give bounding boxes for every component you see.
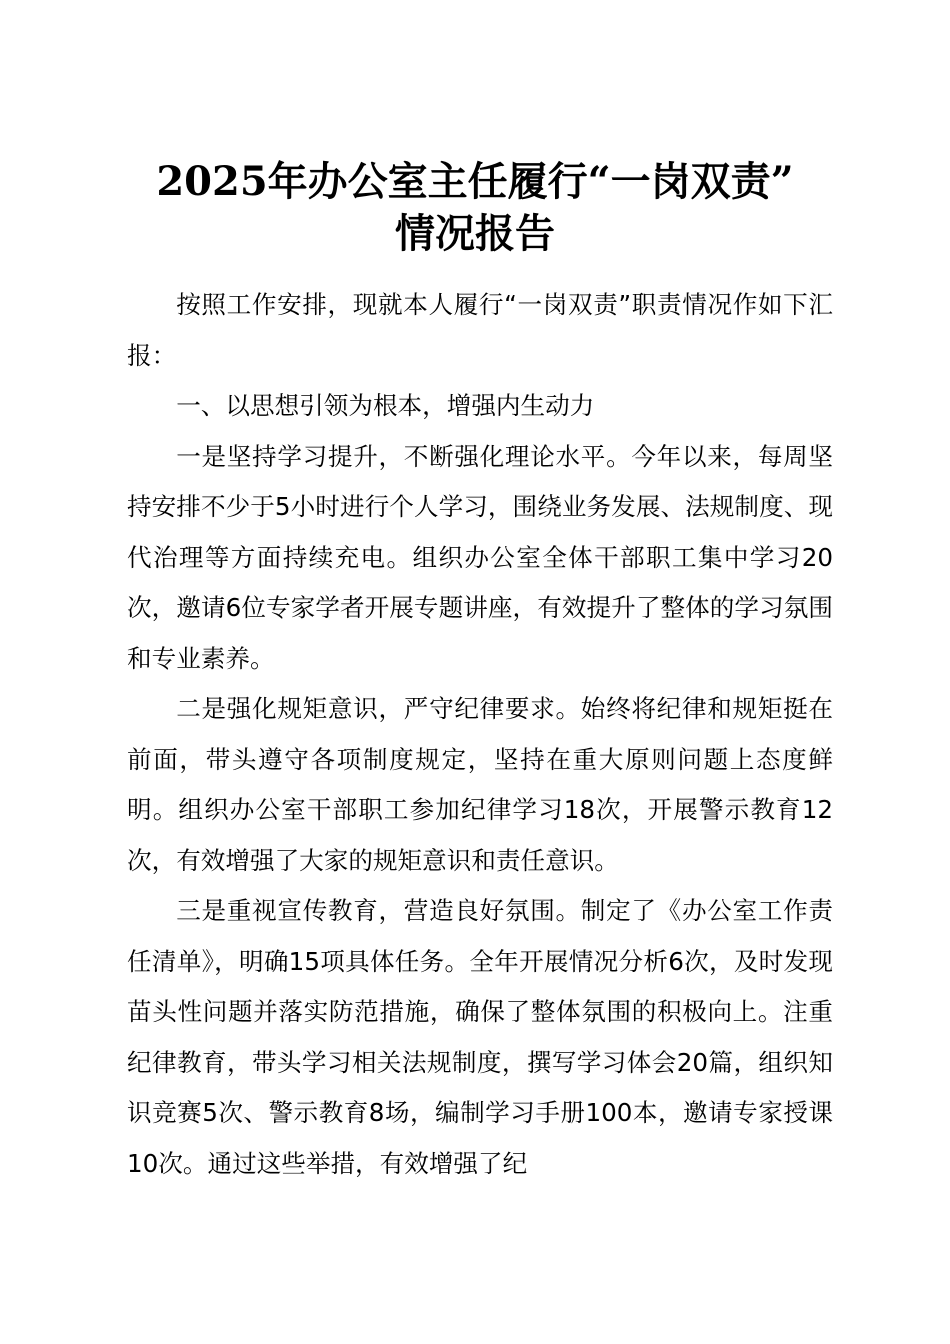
document-body	[127, 280, 833, 1189]
body-paragraph-1: 一是坚持学习提升，不断强化理论水平。今年以来，每周坚持安排不少于5小时进行个人学习，围绕业务发展、法规制度、现代治理等方面持续充电。组织办公室全体干部职工集中学习20次，邀请6位专家学者开展专题讲座，有效提升了整体的学习氛围和专业素养。	[127, 441, 833, 673]
section-heading-1: 一、以思想引领为根本，增强内生动力	[176, 391, 595, 420]
document-title-line-2: 情况报告	[395, 210, 555, 257]
body-paragraph-3: 三是重视宣传教育，营造良好氛围。制定了《办公室工作责任清单》，明确15项具体任务。全年开展情况分析6次，及时发现苗头性问题并落实防范措施，确保了整体氛围的积极向上。注重纪律教育，带头学习相关法规制度，撰写学习体会20篇，组织知识竞赛5次、警示教育8场，编制学习手册100本，邀请专家授课10次。通过这些举措，有效增强了纪	[127, 896, 833, 1178]
intro-paragraph: 按照工作安排，现就本人履行“一岗双责”职责情况作如下汇报：	[127, 290, 833, 370]
document-title-line-1: 2025年办公室主任履行“一岗双责”	[156, 158, 794, 205]
body-paragraph-2: 二是强化规矩意识，严守纪律要求。始终将纪律和规矩挺在前面，带头遵守各项制度规定，坚持在重大原则问题上态度鲜明。组织办公室干部职工参加纪律学习18次，开展警示教育12次，有效增强了大家的规矩意识和责任意识。	[127, 694, 833, 875]
